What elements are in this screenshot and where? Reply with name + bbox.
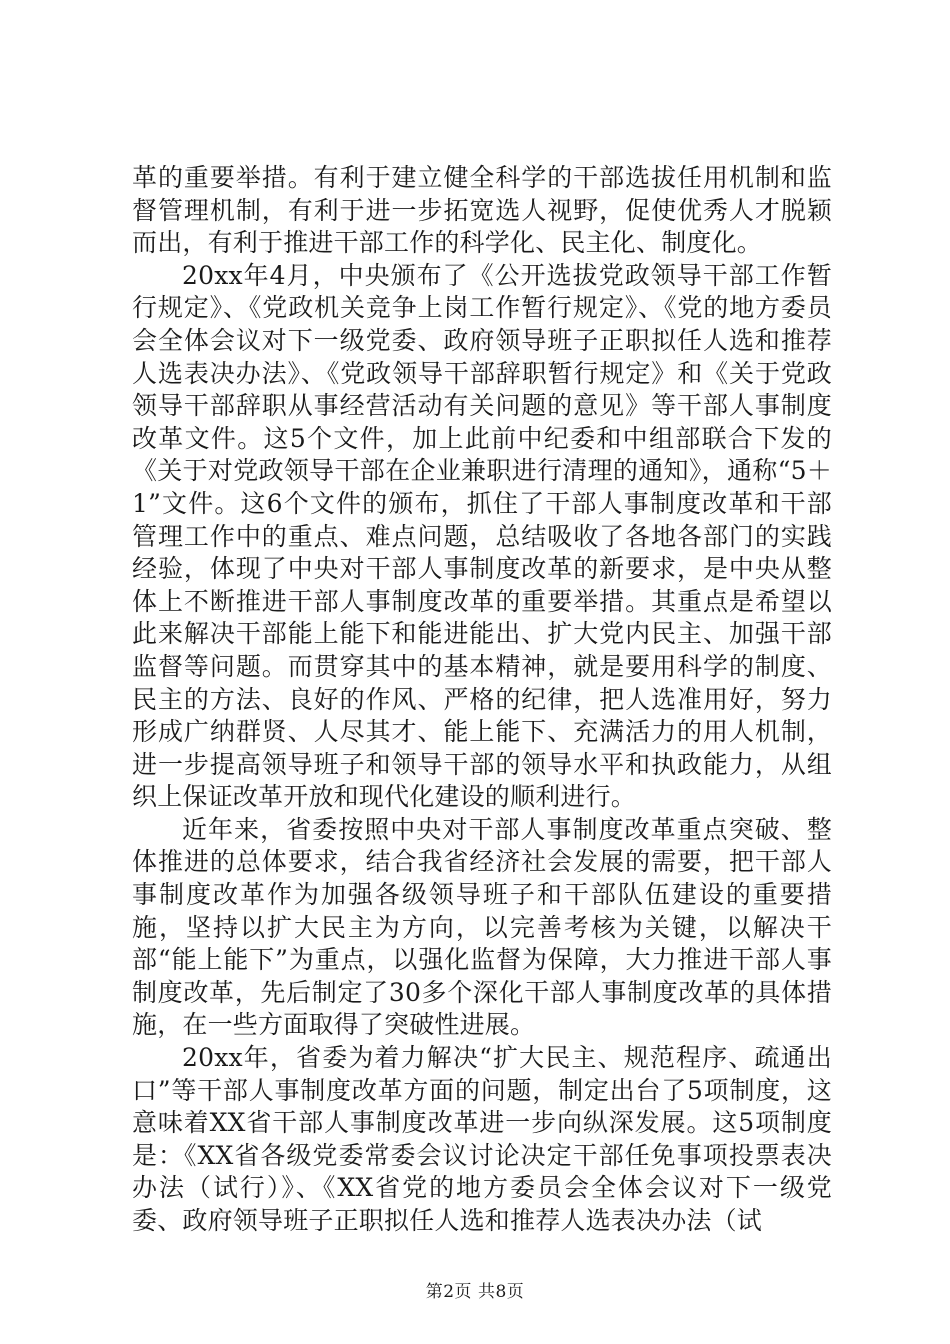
page-number-footer: 第2页 共8页 (425, 1282, 525, 1302)
document-body (132, 162, 832, 1238)
paragraph-2003-documents: 20xx年4月，中央颁布了《公开选拔党政领导干部工作暂行规定》、《党政机关竞争上岗工作暂行规定》、《党的地方委员会全体会议对下一级党委、政府领导班子正职拟任人选和推荐人选表决办法》、《党政领导干部辞职暂行规定》和《关于党政领导干部辞职从事经营活动有关问题的意见》等干部人事制度改革文件。这5个文件，加上此前中纪委和中组部联合下发的《关于对党政领导干部在企业兼职进行清理的通知》，通称“5＋1”文件。这6个文件的颁布，抓住了干部人事制度改革和干部管理工作中的重点、难点问题，总结吸收了各地各部门的实践经验，体现了中央对干部人事制度改革的新要求，是中央从整体上不断推进干部人事制度改革的重要举措。其重点是希望以此来解决干部能上能下和能进能出、扩大党内民主、加强干部监督等问题。而贯穿其中的基本精神，就是要用科学的制度、民主的方法、良好的作风、严格的纪律，把人选准用好，努力形成广纳群贤、人尽其才、能上能下、充满活力的用人机制，进一步提高领导班子和领导干部的领导水平和执政能力，从组织上保证改革开放和现代化建设的顺利进行。 (132, 260, 832, 812)
paragraph-continuation: 革的重要举措。有利于建立健全科学的干部选拔任用机制和监督管理机制，有利于进一步拓宽选人视野，促使优秀人才脱颖而出，有利于推进干部工作的科学化、民主化、制度化。 (132, 163, 832, 258)
paragraph-five-systems: 20xx年，省委为着力解决“扩大民主、规范程序、疏通出口”等干部人事制度改革方面的问题，制定出台了5项制度，这意味着XX省干部人事制度改革进一步向纵深发展。这5项制度是：《XX省各级党委常委会议讨论决定干部任免事项投票表决办法（试行）》、《XX省党的地方委员会全体会议对下一级党委、政府领导班子正职拟任人选和推荐人选表决办法（试 (132, 1043, 832, 1235)
paragraph-provincial-reform: 近年来，省委按照中央对干部人事制度改革重点突破、整体推进的总体要求，结合我省经济社会发展的需要，把干部人事制度改革作为加强各级领导班子和干部队伍建设的重要措施，坚持以扩大民主为方向，以完善考核为关键，以解决干部“能上能下”为重点，以强化监督为保障，大力推进干部人事制度改革，先后制定了30多个深化干部人事制度改革的具体措施，在一些方面取得了突破性进展。 (132, 814, 832, 1040)
